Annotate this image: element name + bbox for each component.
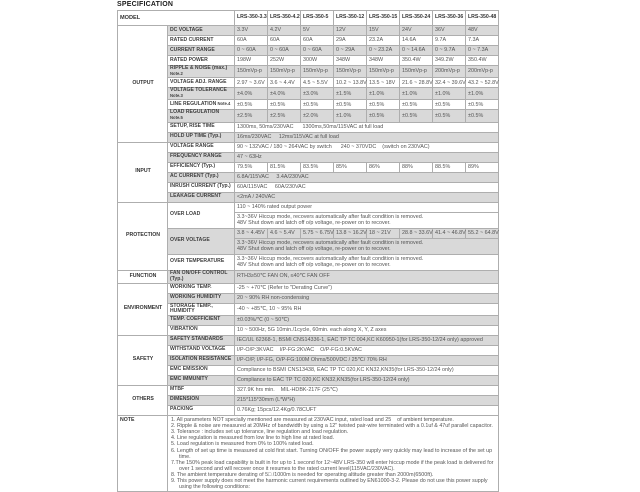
value-cell: 5V xyxy=(301,26,334,36)
value-cell: ±0.5% xyxy=(466,110,499,122)
model-column-header: LRS-350-15 xyxy=(367,11,400,26)
note-item: 2. Ripple & noise are measured at 20MHz of bandwidth by using a 12" twisted pair-wire terminated with a 0.1uf & 47uf parallel capacitor. xyxy=(171,422,493,429)
value-cell: ±1.0% xyxy=(466,88,499,100)
row-label: LEAKAGE CURRENT xyxy=(168,192,235,202)
value-cell: 4.6 ~ 5.4V xyxy=(268,228,301,238)
value-cell: 150mVp-p xyxy=(367,66,400,78)
value-cell: ±1.0% xyxy=(400,88,433,100)
note-item: 3. Tolerance : includes set up tolerance, line regulation and load regulation. xyxy=(171,429,349,436)
table-row xyxy=(118,325,499,335)
value-cell: 41.4 ~ 46.8V xyxy=(433,228,466,238)
row-label: LINE REGULATION Note.4 xyxy=(168,100,235,110)
value-cell: 60A xyxy=(235,36,268,46)
table-row xyxy=(118,365,499,375)
value-cell: 23.2A xyxy=(367,36,400,46)
table-row xyxy=(118,152,499,162)
row-label: MTBF xyxy=(168,385,235,395)
value-cell: ±1.5% xyxy=(334,88,367,100)
value-cell: I/P-O/P:3KVAC I/P-FG:2KVAC O/P-FG:0.5KVAC xyxy=(235,345,499,355)
model-column-header: LRS-350-48 xyxy=(466,11,499,26)
value-cell: ±0.5% xyxy=(367,100,400,110)
value-line: 48V Shut down and latch off o/p voltage, re-power on to recover. xyxy=(237,220,391,227)
table-row xyxy=(118,270,499,283)
row-label: RIPPLE & NOISE (max.) Note.2 xyxy=(168,66,235,78)
value-cell xyxy=(235,254,499,270)
value-cell: 327.9K hrs min. MIL-HDBK-217F (25℃) xyxy=(235,385,499,395)
row-label: WORKING HUMIDITY xyxy=(168,293,235,303)
value-cell: 200mVp-p xyxy=(433,66,466,78)
row-label: PACKING xyxy=(168,405,235,415)
model-column-header: LRS-350-3.3 xyxy=(235,11,268,26)
spec-sheet xyxy=(117,1,500,492)
value-cell: ±0.5% xyxy=(433,110,466,122)
value-cell: 150mVp-p xyxy=(334,66,367,78)
table-row xyxy=(118,172,499,182)
value-cell: 29A xyxy=(334,36,367,46)
value-cell: ±2.5% xyxy=(235,110,268,122)
value-cell: 150mVp-p xyxy=(301,66,334,78)
value-cell: 14.6A xyxy=(400,36,433,46)
value-cell: 4.5 ~ 5.5V xyxy=(301,78,334,88)
value-line: 3.3~36V Hiccup mode, recovers automatically after fault condition is removed. xyxy=(237,239,424,246)
value-cell: 36V xyxy=(433,26,466,36)
value-cell: 0 ~ 60A xyxy=(301,46,334,56)
note-ref: Note.4 xyxy=(216,101,231,107)
value-cell: 150mVp-p xyxy=(235,66,268,78)
table-row xyxy=(118,26,499,36)
value-cell: 350.4W xyxy=(400,56,433,66)
row-label: HOLD UP TIME (Typ.) xyxy=(168,132,235,142)
table-row xyxy=(118,192,499,202)
table-row xyxy=(118,405,499,415)
row-label: EMC IMMUNITY xyxy=(168,375,235,385)
note-list xyxy=(168,415,499,491)
note-ref: Note.5 xyxy=(170,114,183,120)
value-cell: 9.7A xyxy=(433,36,466,46)
section-label-function: FUNCTION xyxy=(118,270,168,283)
value-cell: 0 ~ 14.6A xyxy=(400,46,433,56)
value-cell: 0 ~ 60A xyxy=(268,46,301,56)
value-line: 48V Shut down and latch off o/p voltage, re-power on to recover. xyxy=(237,262,391,269)
row-label: ISOLATION RESISTANCE xyxy=(168,355,235,365)
value-cell: 16ms/230VAC 12ms/115VAC at full load xyxy=(235,132,499,142)
section-label-safety: SAFETY xyxy=(118,335,168,385)
value-cell: 0 ~ 60A xyxy=(235,46,268,56)
model-column-header: LRS-350-24 xyxy=(400,11,433,26)
value-cell: ±0.5% xyxy=(334,100,367,110)
table-row xyxy=(118,315,499,325)
value-cell: ±2.0% xyxy=(301,110,334,122)
value-cell: 10 ~ 500Hz, 5G 10min./1cycle, 60min. each along X, Y, Z axes xyxy=(235,325,499,335)
note-item: 7.The 150% peak load capability is built in for up to 1 second for 12~48V LRS-350 will enter hiccup mode if the peak load is delivered for over 1 second and will recover once it resumes to the rated current level(115VAC/230VAC). xyxy=(171,459,494,472)
value-cell: 5.75 ~ 6.75V xyxy=(301,228,334,238)
spec-table xyxy=(117,10,499,492)
value-cell xyxy=(235,212,499,228)
value-cell: 348W xyxy=(367,56,400,66)
value-cell: 350.4W xyxy=(466,56,499,66)
value-cell: ±1.0% xyxy=(367,88,400,100)
note-item: 5. Load regulation is measured from 0% to 100% rated load. xyxy=(171,441,314,448)
value-cell: 110 ~ 140% rated output power xyxy=(235,202,499,212)
value-cell: ±0.5% xyxy=(301,100,334,110)
value-cell: 200mVp-p xyxy=(466,66,499,78)
table-row xyxy=(118,254,499,270)
section-label-note: NOTE xyxy=(118,415,168,491)
value-cell: 150mVp-p xyxy=(268,66,301,78)
value-cell: 349.2W xyxy=(433,56,466,66)
value-cell: -25 ~ +70℃ (Refer to "Derating Curve") xyxy=(235,283,499,293)
row-label: FREQUENCY RANGE xyxy=(168,152,235,162)
table-row xyxy=(118,162,499,172)
value-cell: 3.3V xyxy=(235,26,268,36)
table-row xyxy=(118,345,499,355)
note-item: 1. All parameters NOT specially mentioned are measured at 230VAC input, rated load and 25 of ambient temperature. xyxy=(171,416,454,423)
row-label: WITHSTAND VOLTAGE xyxy=(168,345,235,355)
value-cell: Compliance to BSMI CNS13438, EAC TP TC 020,KC KN32,KN35(for LRS-350-12/24 only) xyxy=(235,365,499,375)
value-cell: ±4.0% xyxy=(268,88,301,100)
table-row xyxy=(118,375,499,385)
model-column-header: LRS-350-4.2 xyxy=(268,11,301,26)
row-label: INRUSH CURRENT (Typ.) xyxy=(168,182,235,192)
value-cell: 215*115*30mm (L*W*H) xyxy=(235,395,499,405)
table-row xyxy=(118,100,499,110)
value-cell: 48V xyxy=(466,26,499,36)
section-label-others: OTHERS xyxy=(118,385,168,415)
value-cell: ±0.5% xyxy=(400,110,433,122)
note-ref: Note.3 xyxy=(170,92,183,98)
row-label: LOAD REGULATION Note.5 xyxy=(168,110,235,122)
table-row xyxy=(118,385,499,395)
value-cell: 79.5% xyxy=(235,162,268,172)
value-cell: 60A/115VAC 60A/230VAC xyxy=(235,182,499,192)
value-cell: ±1.0% xyxy=(334,110,367,122)
table-row xyxy=(118,110,499,122)
value-cell: ±3.0% xyxy=(301,88,334,100)
value-cell: ±0.5% xyxy=(466,100,499,110)
value-cell: 90 ~ 132VAC / 180 ~ 264VAC by switch 240 ~ 370VDC (switch on 230VAC) xyxy=(235,142,499,152)
value-cell: 3.8 ~ 4.45V xyxy=(235,228,268,238)
value-cell: 81.5% xyxy=(268,162,301,172)
value-cell: 1300ms, 50ms/230VAC 1300ms,50ms/115VAC at full load xyxy=(235,122,499,132)
row-label: EFFICIENCY (Typ.) xyxy=(168,162,235,172)
table-row xyxy=(118,303,499,315)
value-cell: 12V xyxy=(334,26,367,36)
value-cell: 18 ~ 21V xyxy=(367,228,400,238)
note-item: 6. Length of set up time is measured at cold first start. Turning ON/OFF the power supply very quickly may lead to increase of the set up time. xyxy=(171,447,493,460)
value-cell: ±0.5% xyxy=(268,100,301,110)
row-label: OVER TEMPERATURE xyxy=(168,254,235,270)
row-label: OVER LOAD xyxy=(168,202,235,228)
value-cell: 252W xyxy=(268,56,301,66)
value-cell: ±0.5% xyxy=(367,110,400,122)
section-label-output: OUTPUT xyxy=(118,26,168,143)
row-label: DIMENSION xyxy=(168,395,235,405)
value-cell: Compliance to EAC TP TC 020,KC KN32,KN35(for LRS-350-12/24 only) xyxy=(235,375,499,385)
table-row xyxy=(118,228,499,238)
section-label-input: INPUT xyxy=(118,142,168,202)
value-cell: 0 ~ 29A xyxy=(334,46,367,56)
value-cell: <2mA / 240VAC xyxy=(235,192,499,202)
value-cell xyxy=(235,238,499,254)
value-line: 48V Shut down and latch off o/p voltage, re-power on to recover. xyxy=(237,246,391,253)
row-label: AC CURRENT (Typ.) xyxy=(168,172,235,182)
value-cell: 348W xyxy=(334,56,367,66)
table-row xyxy=(118,415,499,491)
table-row xyxy=(118,132,499,142)
value-cell: ±0.5% xyxy=(433,100,466,110)
table-row xyxy=(118,395,499,405)
value-cell: 89% xyxy=(466,162,499,172)
value-cell: 88% xyxy=(400,162,433,172)
table-row xyxy=(118,202,499,212)
value-cell: 88.5% xyxy=(433,162,466,172)
section-label-environment: ENVIRONMENT xyxy=(118,283,168,335)
row-label: VIBRATION xyxy=(168,325,235,335)
value-cell: 2.97 ~ 3.6V xyxy=(235,78,268,88)
value-cell: IEC/UL 62368-1, BSMI CNS14336-1, EAC TP TC 004,KC K60950-1(for LRS-350-12/24 only) approved xyxy=(235,335,499,345)
page-title: SPECIFICATION xyxy=(117,1,174,8)
table-row xyxy=(118,36,499,46)
value-cell: 60A xyxy=(301,36,334,46)
row-label: VOLTAGE TOLERANCE Note.3 xyxy=(168,88,235,100)
table-row xyxy=(118,182,499,192)
table-row xyxy=(118,46,499,56)
value-cell: 43.2 ~ 52.8V xyxy=(466,78,499,88)
value-cell: 21.6 ~ 28.8V xyxy=(400,78,433,88)
model-column-header: LRS-350-12 xyxy=(334,11,367,26)
table-row xyxy=(118,122,499,132)
value-cell: 28.8 ~ 33.6V xyxy=(400,228,433,238)
row-label: VOLTAGE RANGE xyxy=(168,142,235,152)
value-cell: 13.5 ~ 18V xyxy=(367,78,400,88)
table-row xyxy=(118,355,499,365)
value-cell: 47 ~ 63Hz xyxy=(235,152,499,162)
value-cell: RTH3≥50℃ FAN ON, ≤40℃ FAN OFF xyxy=(235,270,499,283)
value-cell: 83.5% xyxy=(301,162,334,172)
value-cell: 0 ~ 7.3A xyxy=(466,46,499,56)
table-row xyxy=(118,78,499,88)
value-cell: ±0.5% xyxy=(400,100,433,110)
table-row xyxy=(118,283,499,293)
row-label: WORKING TEMP. xyxy=(168,283,235,293)
row-label: RATED POWER xyxy=(168,56,235,66)
note-ref: Note.2 xyxy=(170,70,183,76)
row-label: STORAGE TEMP., HUMIDITY xyxy=(168,303,235,315)
row-label: DC VOLTAGE xyxy=(168,26,235,36)
note-item: 9. This power supply does not meet the harmonic current requirements outlined by EN61000-3-2. Please do not use this power supply using the following conditions: xyxy=(171,478,488,491)
value-cell: 15V xyxy=(367,26,400,36)
value-cell: 20 ~ 90% RH non-condensing xyxy=(235,293,499,303)
value-cell: 0 ~ 23.2A xyxy=(367,46,400,56)
model-column-header: LRS-350-36 xyxy=(433,11,466,26)
value-cell: ±0.5% xyxy=(235,100,268,110)
value-cell: 86% xyxy=(367,162,400,172)
row-label: OVER VOLTAGE xyxy=(168,228,235,254)
row-label: SETUP, RISE TIME xyxy=(168,122,235,132)
table-row xyxy=(118,335,499,345)
row-label: RATED CURRENT xyxy=(168,36,235,46)
value-cell: 3.6 ~ 4.4V xyxy=(268,78,301,88)
value-cell: 32.4 ~ 39.6V xyxy=(433,78,466,88)
value-cell: 6.8A/115VAC 3.4A/230VAC xyxy=(235,172,499,182)
table-row xyxy=(118,11,499,26)
table-row xyxy=(118,293,499,303)
value-cell: 60A xyxy=(268,36,301,46)
section-label-protection: PROTECTION xyxy=(118,202,168,270)
value-cell: 7.3A xyxy=(466,36,499,46)
table-row xyxy=(118,88,499,100)
row-label: CURRENT RANGE xyxy=(168,46,235,56)
value-cell: ±2.5% xyxy=(268,110,301,122)
row-label: EMC EMISSION xyxy=(168,365,235,375)
value-cell: I/P-O/P, I/P-FG, O/P-FG:100M Ohms/500VDC / 25℃/ 70% RH xyxy=(235,355,499,365)
value-line: 3.3~36V Hiccup mode, recovers automatically after fault condition is removed. xyxy=(237,255,424,262)
value-cell: 150mVp-p xyxy=(400,66,433,78)
value-cell: 0.76Kg; 15pcs/12.4Kg/0.78CUFT xyxy=(235,405,499,415)
value-cell: 0 ~ 9.7A xyxy=(433,46,466,56)
row-label: VOLTAGE ADJ. RANGE xyxy=(168,78,235,88)
row-label: FAN ON/OFF CONTROL (Typ.) xyxy=(168,270,235,283)
table-row xyxy=(118,56,499,66)
value-cell: 4.2V xyxy=(268,26,301,36)
note-item: 4. Line regulation is measured from low line to high line at rated load. xyxy=(171,435,335,442)
value-cell: 55.2 ~ 64.8V xyxy=(466,228,499,238)
table-row xyxy=(118,142,499,152)
value-cell: ±1.0% xyxy=(433,88,466,100)
model-label: MODEL xyxy=(118,11,235,26)
value-cell: 13.8 ~ 16.2V xyxy=(334,228,367,238)
value-cell: -40 ~ +85℃, 10 ~ 95% RH xyxy=(235,303,499,315)
value-cell: ±0.03%/℃ (0 ~ 50℃) xyxy=(235,315,499,325)
row-label: SAFETY STANDARDS xyxy=(168,335,235,345)
value-cell: 85% xyxy=(334,162,367,172)
value-cell: 10.2 ~ 13.8V xyxy=(334,78,367,88)
model-column-header: LRS-350-5 xyxy=(301,11,334,26)
value-cell: 300W xyxy=(301,56,334,66)
value-line: 3.3~36V Hiccup mode, recovers automatically after fault condition is removed. xyxy=(237,213,424,220)
value-cell: 24V xyxy=(400,26,433,36)
value-cell: 198W xyxy=(235,56,268,66)
value-cell: ±4.0% xyxy=(235,88,268,100)
row-label: TEMP. COEFFICIENT xyxy=(168,315,235,325)
note-item: 8. The ambient temperature derating of 5□ /1000m is needed for operating altitude greater than 2000m(6500ft). xyxy=(171,472,434,479)
table-row xyxy=(118,66,499,78)
